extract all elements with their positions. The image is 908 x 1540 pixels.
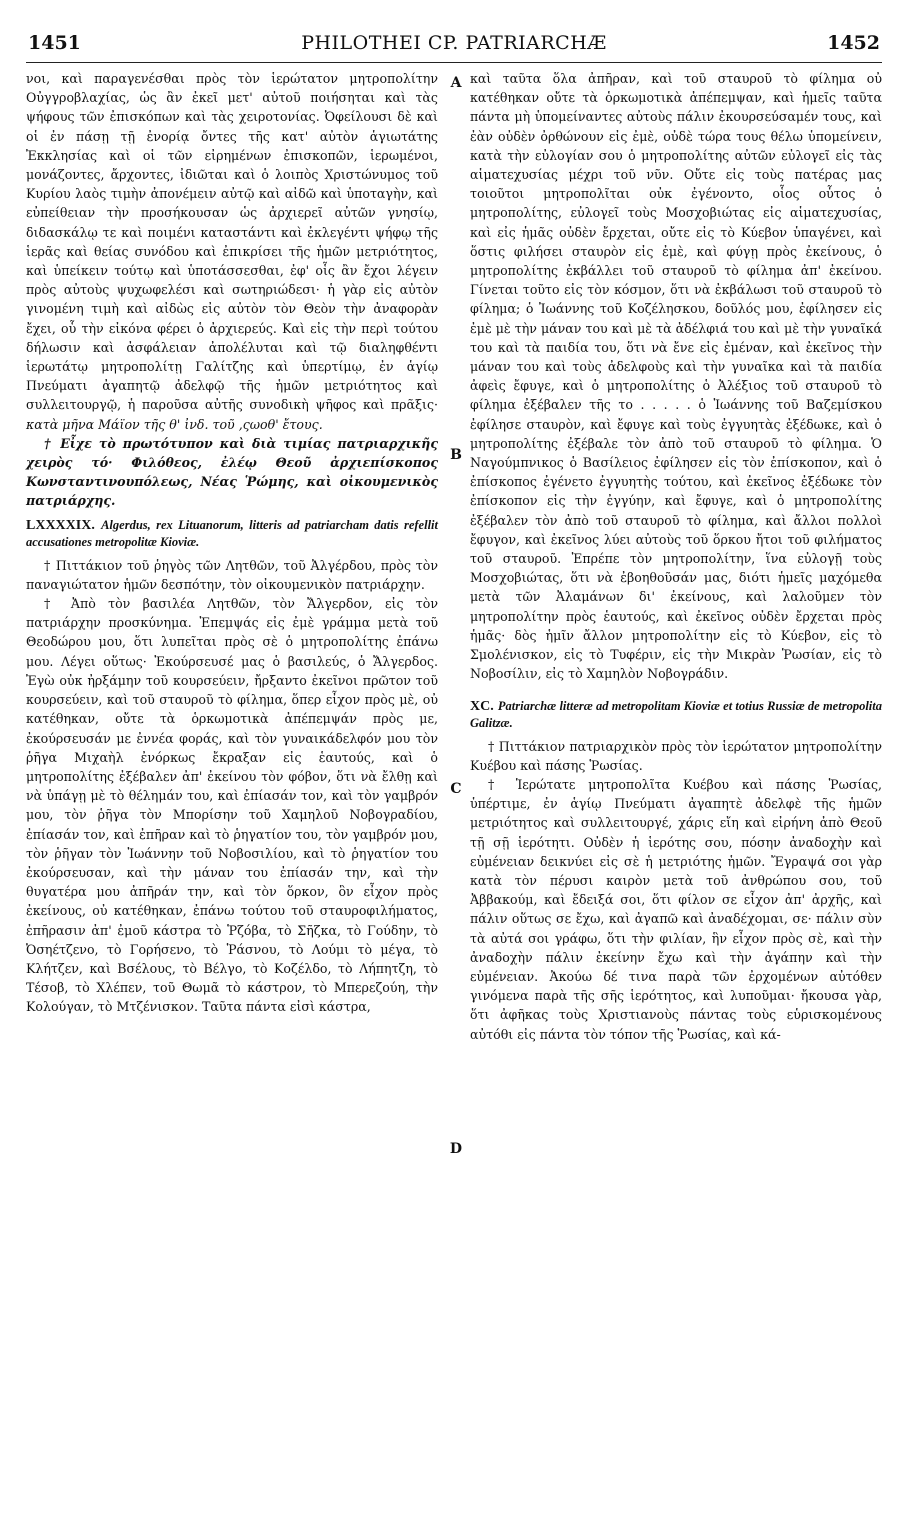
section-heading (26, 517, 438, 550)
paragraph: † Ἱερώτατε μητροπολῖτα Κυέβου καὶ πάσης Ῥωσίας, ὑπέρτιμε, ἐν ἁγίῳ Πνεύματι ἀγαπητὲ ἀδελφὲ τῆς ἡμῶν μετριότητος καὶ συλλειτουργέ, χάρις εἴη καὶ εἰρήνη ἀπὸ Θεοῦ τῇ σῇ ἱερότητι. Οὐδὲν ἡ ἱερότης σου, πόσην ἀναδοχὴν καὶ εὐμένειαν δεικνύει εἰς σὲ ἡ μετριότης ἡμῶν. Ἔγραψά σοι γὰρ κατὰ τὸν πέρυσι καιρὸν μετὰ τοῦ ἀνθρώπου σου, τοῦ Ἀββακούμ, καὶ ἔδειξά σοι, ὅτι φίλον σε εἶχον ἀπ' ἀρχῆς, καὶ πάλιν οὕτως σε ἔχω, καὶ ἀγαπῶ καὶ ἀναδέχομαι, σε· πάλιν σὺν τὰ αὐτά σοι γράφω, ὅτι τὴν φιλίαν, ἣν εἶχον πρὸς σὲ, καὶ τὴν ἀναδοχὴν πάλιν ἐκείνην ἔχω καὶ τὴν ἀγάπην καὶ τὴν εὐμένειαν. Ἀκούω δέ τινα παρὰ τῶν ἐρχομένων αὐτόθεν γινόμενα παρὰ τῆς σῆς ἱερότητος, καὶ λυποῦμαι· ἤκουσα γὰρ, ὅτι ἀφῆκας τοὺς Χριστιανοὺς πάντας τοὺς εὑρισκομένους αὐτόθι εἰς πάντα τὸν τόπον τῆς Ῥωσίας, καὶ κά- (470, 776, 882, 1042)
paragraph: καὶ ταῦτα ὅλα ἀπῆραν, καὶ τοῦ σταυροῦ τὸ φίλημα οὐ κατέθηκαν οὔτε τὰ ὁρκωμοτικὰ ἀπέπεμψαν, καὶ ἡμεῖς ταῦτα πάντα μὴ ὑπομείναντες αὐτοὺς πάλιν ἐκουρσεύσαμέν τους, καὶ ἐὰν οὐδὲν ὀρθώνουν εἰς ἐμὲ, οὐδὲ τώρα τους θέλω ὑπομείνειν, κατὰ τὴν εὐλογίαν σου ὁ μητροπολίτης αὐτῶν εὐλογεῖ εἰς τὰς αἱματεχυσίας μέχρι τοῦ νῦν. Οὔτε εἰς τοὺς πατέρας μας τοιοῦτοι μητροπολῖται οὐκ ἐγένοντο, οἷος οὗτος ὁ μητροπολίτης, εὐλογεῖ τοὺς Μοσχοβιώτας εἰς αἱματεχυσίας, καὶ εἰς ἡμᾶς οὐδὲν ἔρχεται, οὔτε εἰς τὸ Κύεβον ὑπαγένει, καὶ ὅστις φιλήσει σταυρὸν εἰς ἐμὲ, καὶ φύγῃ πρὸς ἐκείνους, ὁ μητροπολίτης ἐκβάλλει τοῦ σταυροῦ τὸ φίλημα ἀπ' ἐκείνου. Γίνεται τοῦτο εἰς τὸν κόσμον, ὅτι νὰ ἐκβάλωσι τοῦ σταυροῦ τὸ φίλημα; ὁ Ἰωάννης τοῦ Κοζέλησκου, δοῦλός μου, ἐφίλησεν εἰς ἐμὲ μὲ τὴν μάναν του καὶ μὲ τὰ ἀδέλφιά του καὶ μὲ τὴν γυναῖκά του καὶ τὰ παιδία του, ὅτι νὰ ἔνε εἰς ἐμέναν, καὶ ἐκεῖνος τὴν μάναν του καὶ τοὺς ἀδελφοὺς καὶ τὴν γυναῖκα καὶ τὰ παιδία ἀφεὶς ἔφυγε, καὶ ὁ μητροπολίτης ὁ Ἀλέξιος τοῦ σταυροῦ τὸ φίλημα ἐξέβαλεν τῆς το . . . . . ὁ Ἰωάννης τοῦ Βαζεμίσκου ἐφίλησε σταυρὸν, καὶ ἔφυγε καὶ τοὺς ἐγγυητὰς ἐξέδωκε, καὶ ὁ μητροπολίτης ἐξέβαλε τὸν ἀπὸ τοῦ σταυροῦ τὸ φίλημα. Ὁ Ναγούμπνικος ὁ Βασίλειος ἐφίλησεν εἰς τὸν ἐπίσκοπον, καὶ ὁ ἐπίσκοπος ἐγένετο ἐγγυητὴς τούτου, καὶ ἐκεῖνος ἐξέδωκε τὸν ἐπίσκοπον εἰς τὴν ἐγγύην, καὶ ἔφυγε, καὶ ὁ μητροπολίτης ἐξέβαλεν τὸν ἀπὸ τοῦ σταυροῦ τὸ φίλημα, καὶ ἄλλοι πολλοὶ ἔφυγον, καὶ ἐκεῖνος λύει αὐτοὺς τοῦ ὅρκου ἤτοι τοῦ φιλήματος τοῦ σταυροῦ. Ἐπρέπε τὸν μητροπολίτην, ἵνα εὐλογῇ τοὺς Μοσχοβιώτας, ὅτι νὰ ἐβοηθοῦσάν μας, διότι ἡμεῖς μαχόμεθα μετὰ τῶν Ἀλαμάνων δι' ἐκείνους, καὶ λαλοῦμεν τὸν μητροπολίτην πρὸς ἑαυτούς, καὶ ἐκεῖνος οὐδὲν ἔρχεται πρὸς ἡμᾶς· δὸς ἡμῖν ἄλλον μητροπολίτην εἰς τὸ Κύεβον, εἰς τὸ Σμολένισκον, εἰς τὸ Τυφέριν, εἰς τὴν Μικρὰν Ῥωσίαν, εἰς τὸ Νοβοσίλιν, εἰς τὸ Χαμηλὸν Νοβογράδιν. (470, 71, 882, 682)
running-header (26, 28, 882, 63)
paragraph: νοι, καὶ παραγενέσθαι πρὸς τὸν ἱερώτατον μητροπολίτην Οὐγγροβλαχίας, ὡς ἂν ἐκεῖ μετ' αὐτοῦ ποιήσηται καὶ τὰς ψήφους τῶν ἐπισκόπων καὶ τὰς χειροτονίας. Ὀφείλουσι δὲ καὶ οἱ ἐν πάσῃ τῇ ἐνορίᾳ ὄντες τῆς κατ' αὐτὸν ἁγιωτάτης Ἐκκλησίας καὶ οἱ τῶν εἰρημένων ἐπισκοπῶν, ἱερωμένοι, μονάζοντες, ἄρχοντες, ἰδιῶται καὶ ὁ λοιπὸς Χριστώνυμος τοῦ Κυρίου λαὸς τιμὴν ἀπονέμειν αὐτῷ καὶ αἰδῶ καὶ ὑποταγὴν, καὶ εὐπείθειαν τὴν προσήκουσαν ὡς ἀρχιερεῖ αὐτῶν γνησίῳ, διδασκάλῳ τε καὶ ποιμένι καταστάντι καὶ ἐκλεγέντι ψήφῳ τῆς ἱερᾶς καὶ θείας συνόδου καὶ ἐπικρίσει τῆς ἡμῶν μετριότητος, καὶ ὑπείκειν τούτῳ καὶ ὑποτάσσεσθαι, ἐφ' οἷς ἂν ἔχοι λέγειν πρὸς αὐτοὺς ψυχωφελέσι καὶ σωτηριώδεσι· ἡ γὰρ εἰς αὐτὸν γινομένη τιμὴ καὶ αἰδὼς εἰς αὐτὸν τὸν Θεὸν τὴν ἀναφορὰν ἔχει, οὗ τὴν εἰκόνα φέρει ὁ ἀρχιερεύς. Καὶ εἰς τὴν περὶ τούτου δήλωσιν καὶ ἀσφάλειαν ἀπολέλυται καὶ τῷ διαληφθέντι ἱερωτάτῳ μητροπολίτῃ Γαλίτζης καὶ ὑπερτίμῳ, ἐν ἁγίῳ Πνεύματι ἀγαπητῷ ἀδελφῷ τῆς ἡμῶν μετριότητος καὶ συλλειτουργῷ, ἡ παροῦσα αὐτῆς συνοδικὴ ψῆφος καὶ πρᾶξις· κατὰ μῆνα Μάϊον τῆς θ' ἰνδ. τοῦ ,ςωοθ' ἔτους. (26, 71, 438, 432)
margin-letter-d: D (449, 1141, 463, 1157)
section-heading (470, 698, 882, 731)
signature-note: † Εἶχε τὸ πρωτότυπον καὶ διὰ τιμίας πατριαρχικῆς χειρὸς τό· Φιλόθεος, ἐλέῳ Θεοῦ ἀρχιεπίσκοπος Κωνσταντινουπόλεως, Νέας Ῥώμης, καὶ οἰκουμενικὸς πατριάρχης. (26, 435, 438, 509)
section-number: LXXXXIX. (26, 517, 95, 533)
section-title: Patriarchæ litteræ ad metropolitam Kioviæ et totius Russiæ de metropolita Galitzæ. (470, 698, 882, 730)
right-column (470, 69, 882, 1044)
left-column (26, 69, 438, 1044)
section-title: Algerdus, rex Lituanorum, litteris ad patriarcham datis refellit accusationes metropolitæ Kioviæ. (26, 517, 438, 549)
paragraph: † Πιττάκιον τοῦ ῥηγὸς τῶν Λητθῶν, τοῦ Ἀλγέρδου, πρὸς τὸν παναγιώτατον ἡμῶν δεσπότην, τὸν οἰκουμενικὸν πατριάρχην. (26, 557, 438, 592)
date-line: κατὰ μῆνα Μάϊον τῆς θ' ἰνδ. τοῦ ,ςωοθ' ἔτους. (26, 416, 323, 432)
section-number: XC. (470, 698, 494, 714)
paragraph: † Πιττάκιον πατριαρχικὸν πρὸς τὸν ἱερώτατον μητροπολίτην Κυέβου καὶ πάσης Ῥωσίας. (470, 738, 882, 773)
margin-letter-c: C (450, 781, 462, 797)
text-columns (26, 69, 882, 1157)
page-number-left: 1451 (28, 32, 81, 54)
paragraph: † Ἀπὸ τὸν βασιλέα Λητθῶν, τὸν Ἄλγερδον, εἰς τὸν πατριάρχην προσκύνημα. Ἐπεμψάς εἰς ἐμὲ γράμμα μετὰ τοῦ Θεοδώρου μου, ὅτι λυπεῖται πρὸς σὲ ὁ μητροπολίτης ἐπάνω μου. Λέγει οὕτως· Ἐκούρσευσέ μας ὁ βασιλεύς, ὁ Ἄλγερδος. Ἐγὼ οὐκ ἠρξάμην τοῦ κουρσεύειν, ἤρξαντο ἐκεῖνοι πρῶτον τοῦ κουρσεύειν, καὶ τοῦ σταυροῦ τὸ φίλημα, ὅπερ εἶχον πρὸς μὲ, οὐ κατέθηκαν, οὔτε τὰ ὁρκωμοτικὰ ἀπέπεμψάν πρὸς με, ἐκούρσευσάν με ἐννέα φοράς, καὶ τὸν γυναικάδελφόν μου τὸν ῥῆγα Μιχαὴλ ἐνόρκως ἔκραξαν εἰς ἑαυτούς, καὶ ὁ μητροπολίτης ἐξέβαλεν ἀπ' ἐκείνου τὸν φόβον, ὅτι νὰ ἔλθῃ καὶ νὰ ὑπάγῃ μὲ τὸ θέλημάν του, καὶ ἐπίασάν τον, καὶ τὸν γαμβρόν μου, τὸν ῥῆγα τὸν Μπορίσην τοῦ Χαμηλοῦ Νοβογραδίου, ἐπίασάν τον, καὶ ἐπῆραν καὶ τὸ ῥηγατίον του, τὸν γαμβρόν μου, τὸν ῥῆγαν τὸν Ἰωάννην τοῦ Νοβοσιλίου, καὶ τὸ ῥηγατίον του ἐκούρσευσαν, καὶ τὴν μάναν του ἐπίασάν την, καὶ τὴν θυγατέρα μου ἀπῆράν την, καὶ τὸν ὅρκον, ὃν εἶχον πρὸς ἐκείνους, οὐ κατέθηκαν, ἐπάνω τούτου τοῦ σταυροφιλήματος, ἐπῆρασιν ἀπ' ἐμοῦ κάστρα τὸ Ῥζόβα, τὸ Σῆζκα, τὸ Γούδην, τὸ Ὀσηέτζενο, τὸ Γορήσενο, τὸ Ῥάσνου, τὸ Λούμι τὸ μέγα, τὸ Κλήτζεν, καὶ Βσέλους, τὸ Βέλγο, τὸ Κοζέλδο, τὸ Λήπητζη, τὸ Τέσοβ, τὸ Χλέπεν, τοῦ Θωμᾶ τὸ κάστρον, τὸ Μπερεζούη, τὴν Κολούγαν, τὸ Μτζένισκον. Ταῦτα πάντα εἰσὶ κάστρα, (26, 596, 438, 1015)
margin-letter-a: A (450, 75, 462, 91)
running-title: PHILOTHEI CP. PATRIARCHÆ (301, 32, 607, 54)
margin-letter-b: B (450, 447, 462, 463)
page-number-right: 1452 (827, 32, 880, 54)
